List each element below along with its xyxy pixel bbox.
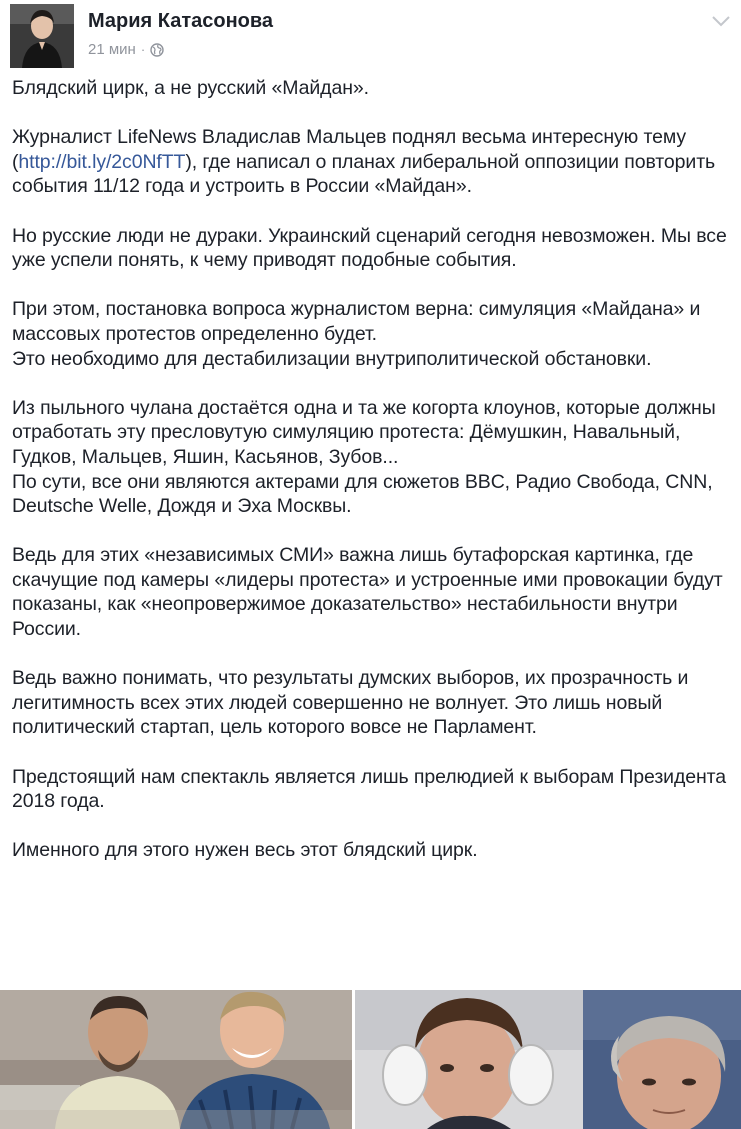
- paragraph-text: По сути, все они являются актерами для сюжетов BBC, Радио Свобода, CNN, Deutsche Welle, Дождя и Эха Москвы.: [12, 470, 713, 518]
- meta-separator: ·: [140, 42, 146, 57]
- paragraph-text: ), где написал о планах либеральной оппозиции повторить события 11/12 года и устроить в России «Майдан».: [12, 150, 716, 198]
- paragraph-text: Журналист LifeNews Владислав Мальцев поднял весьма интересную тему (: [12, 126, 687, 173]
- paragraph-text: Ведь для этих «независимых СМИ» важна лишь бутафорская картинка, где скачущие под камеры «лидеры протеста» и устроенные ими провокации будут показаны, как «неопровержимое доказательство» нестабильности внутри России.: [12, 544, 723, 641]
- photo-elderly-man[interactable]: [583, 990, 741, 1129]
- paragraph-text: Ведь важно понимать, что результаты думских выборов, их прозрачность и легитимность всех этих людей совершенно не волнует. Это лишь новый политический стартап, цель которого вовсе не Парламент.: [12, 667, 689, 739]
- post-paragraph: [12, 765, 732, 814]
- paragraph-text: Блядский цирк, а не русский «Майдан».: [12, 77, 369, 99]
- post-paragraph: [12, 297, 732, 371]
- post-photo-collage[interactable]: [0, 990, 741, 1129]
- article-link[interactable]: http://bit.ly/2c0NfTT: [18, 150, 186, 173]
- post-paragraph: [12, 543, 732, 641]
- post-paragraph: [12, 666, 732, 740]
- paragraph-text: Предстоящий нам спектакль является лишь прелюдией к выборам Президента 2018 года.: [12, 765, 727, 813]
- post-paragraph: [12, 76, 732, 101]
- avatar[interactable]: [10, 4, 74, 68]
- post-text: [12, 76, 732, 888]
- post-paragraph: [12, 838, 732, 863]
- post-timestamp[interactable]: 21 мин: [88, 41, 136, 58]
- paragraph-text: Но русские люди не дураки. Украинский сценарий сегодня невозможен. Мы все уже успели понять, к чему приводят подобные события.: [12, 224, 727, 272]
- post-paragraph: [12, 396, 732, 519]
- post-paragraph: [12, 224, 732, 273]
- post-paragraph: [12, 125, 732, 199]
- photo-two-men[interactable]: [0, 990, 352, 1129]
- paragraph-text: Это необходимо для дестабилизации внутриполитической обстановки.: [12, 347, 652, 370]
- paragraph-text: Из пыльного чулана достаётся одна и та же когорта клоунов, которые должны отработать эту пресловутую симуляцию протеста: Дёмушкин, Навальный, Гудков, Мальцев, Яшин, Касьянов, Зубов...: [12, 396, 716, 468]
- author-name[interactable]: Мария Катасонова: [88, 10, 274, 32]
- post-header: [0, 0, 741, 70]
- photo-man-headphones[interactable]: [355, 990, 583, 1129]
- chevron-down-icon[interactable]: [711, 14, 731, 28]
- paragraph-text: Именного для этого нужен весь этот блядский цирк.: [12, 839, 478, 862]
- post-meta: [88, 41, 164, 58]
- paragraph-text: При этом, постановка вопроса журналистом верна: симуляция «Майдана» и массовых протестов определенно будет.: [12, 298, 701, 345]
- globe-icon[interactable]: [150, 43, 164, 57]
